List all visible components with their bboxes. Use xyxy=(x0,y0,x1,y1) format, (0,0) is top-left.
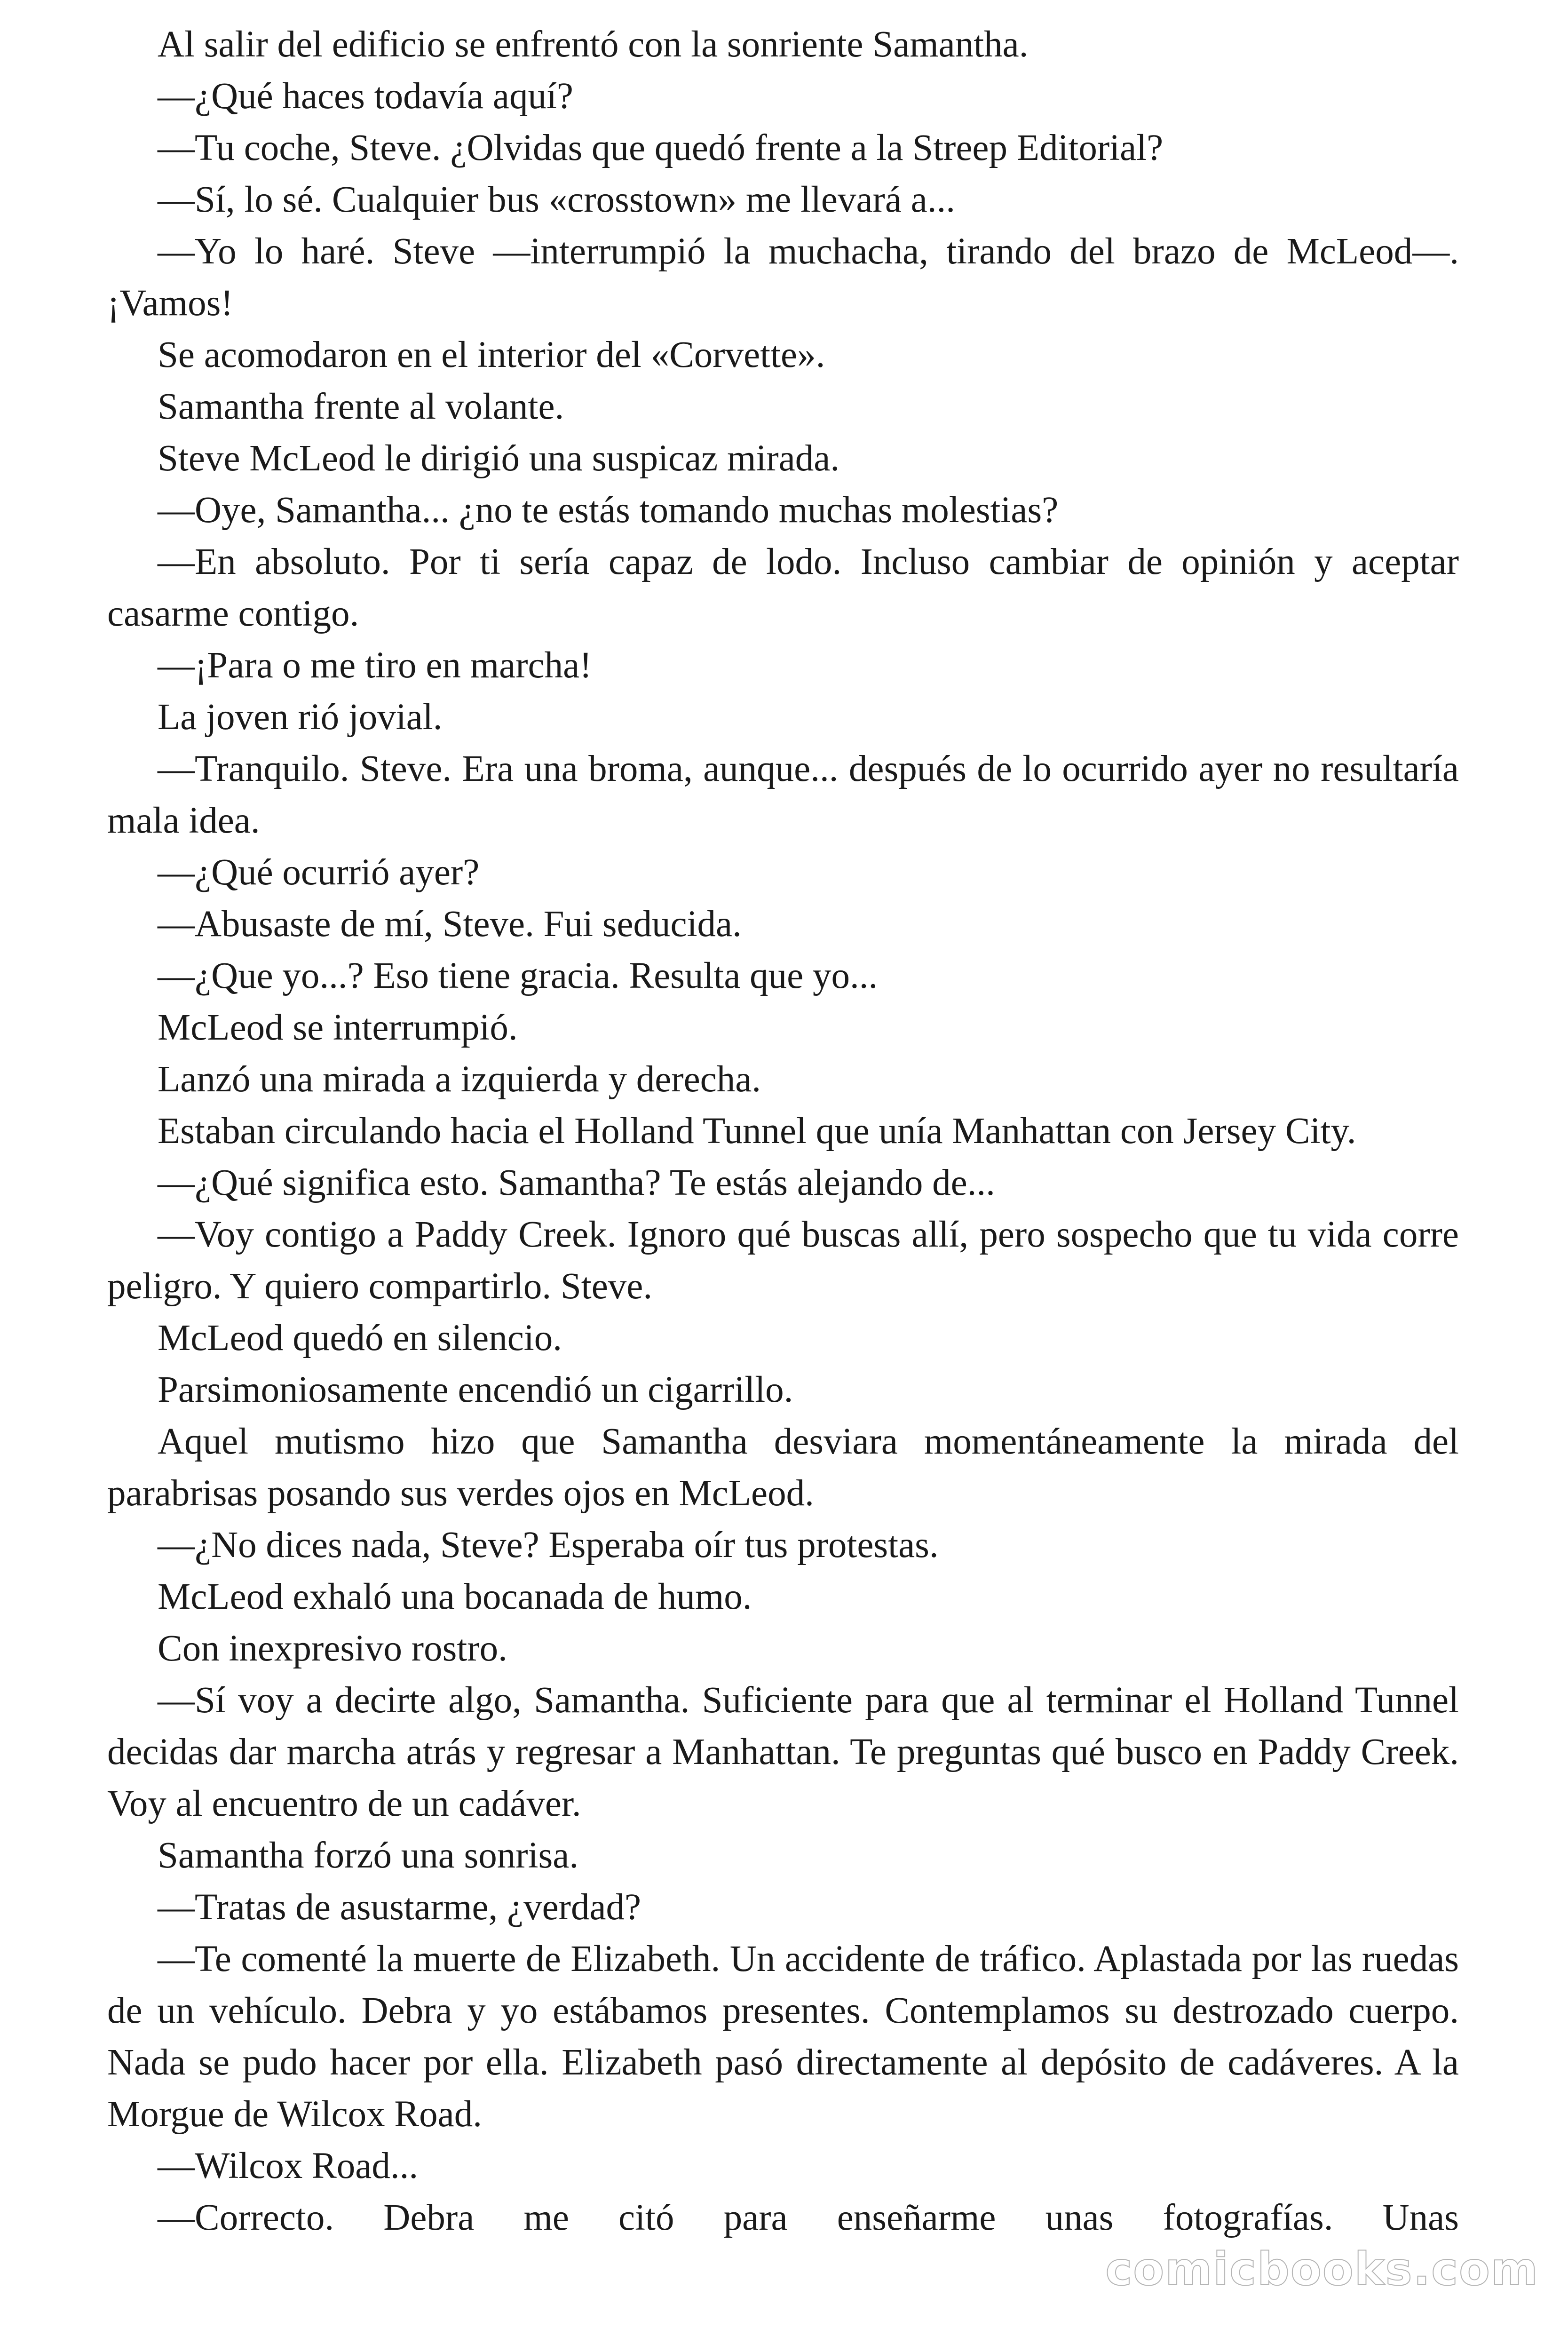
paragraph: La joven rió jovial. xyxy=(158,697,443,738)
paragraph: —¿Qué significa esto. Samantha? Te estás alejando de... xyxy=(158,1162,995,1203)
paragraph: Al salir del edificio se enfrentó con la sonriente Samantha. xyxy=(158,24,1029,65)
paragraph: —Correcto. Debra me citó para enseñarme unas fotografías. Unas xyxy=(158,2197,1459,2238)
paragraph: McLeod exhaló una bocanada de humo. xyxy=(158,1576,752,1617)
paragraph: —Yo lo haré. Steve —interrumpió la muchacha, tirando del brazo de McLeod—. ¡Vamos! xyxy=(107,231,1459,324)
paragraph: —Wilcox Road... xyxy=(158,2145,419,2186)
paragraph: —Abusaste de mí, Steve. Fui seducida. xyxy=(158,904,742,945)
paragraph: —Te comenté la muerte de Elizabeth. Un accidente de tráfico. Aplastada por las ruedas de un vehículo. Debra y yo estábamos presentes. Contemplamos su destrozado cuerpo. Nada se pudo hacer por ella. Elizabeth pasó directamente al depósito de cadáveres. A la Morgue de Wilcox Road. xyxy=(107,1939,1459,2135)
book-page xyxy=(107,19,1459,2244)
paragraph: —¿Qué haces todavía aquí? xyxy=(158,76,573,117)
paragraph: —¿Que yo...? Eso tiene gracia. Resulta que yo... xyxy=(158,955,878,996)
paragraph: Steve McLeod le dirigió una suspicaz mirada. xyxy=(158,438,840,479)
paragraph: —Tu coche, Steve. ¿Olvidas que quedó frente a la Streep Editorial? xyxy=(158,127,1164,168)
paragraph: —¡Para o me tiro en marcha! xyxy=(158,645,592,686)
paragraph: —Tratas de asustarme, ¿verdad? xyxy=(158,1887,641,1928)
paragraph: McLeod quedó en silencio. xyxy=(158,1318,562,1359)
paragraph: —¿Qué ocurrió ayer? xyxy=(158,852,480,893)
paragraph: Estaban circulando hacia el Holland Tunnel que unía Manhattan con Jersey City. xyxy=(158,1111,1356,1152)
body-text xyxy=(107,19,1459,2244)
paragraph: —Tranquilo. Steve. Era una broma, aunque... después de lo ocurrido ayer no resultaría mala idea. xyxy=(107,748,1459,841)
paragraph: —Voy contigo a Paddy Creek. Ignoro qué buscas allí, pero sospecho que tu vida corre peligro. Y quiero compartirlo. Steve. xyxy=(107,1214,1459,1307)
paragraph: Se acomodaron en el interior del «Corvette». xyxy=(158,334,825,375)
paragraph: Parsimoniosamente encendió un cigarrillo. xyxy=(158,1369,793,1410)
paragraph: —¿No dices nada, Steve? Esperaba oír tus protestas. xyxy=(158,1525,939,1565)
watermark: comicbooks.com xyxy=(1105,2243,1539,2296)
paragraph: —Oye, Samantha... ¿no te estás tomando muchas molestias? xyxy=(158,490,1059,531)
paragraph: McLeod se interrumpió. xyxy=(158,1007,518,1048)
paragraph: Samantha frente al volante. xyxy=(158,386,564,427)
paragraph: Lanzó una mirada a izquierda y derecha. xyxy=(158,1059,761,1100)
paragraph: —En absoluto. Por ti sería capaz de lodo. Incluso cambiar de opinión y aceptar casarme contigo. xyxy=(107,541,1459,634)
paragraph: Aquel mutismo hizo que Samantha desviara momentáneamente la mirada del parabrisas posando sus verdes ojos en McLeod. xyxy=(107,1421,1459,1514)
paragraph: Samantha forzó una sonrisa. xyxy=(158,1835,579,1876)
paragraph: —Sí voy a decirte algo, Samantha. Suficiente para que al terminar el Holland Tunnel decidas dar marcha atrás y regresar a Manhattan. Te preguntas qué busco en Paddy Creek. Voy al encuentro de un cadáver. xyxy=(107,1680,1459,1824)
paragraph: Con inexpresivo rostro. xyxy=(158,1628,507,1669)
paragraph: —Sí, lo sé. Cualquier bus «crosstown» me llevará a... xyxy=(158,179,955,220)
